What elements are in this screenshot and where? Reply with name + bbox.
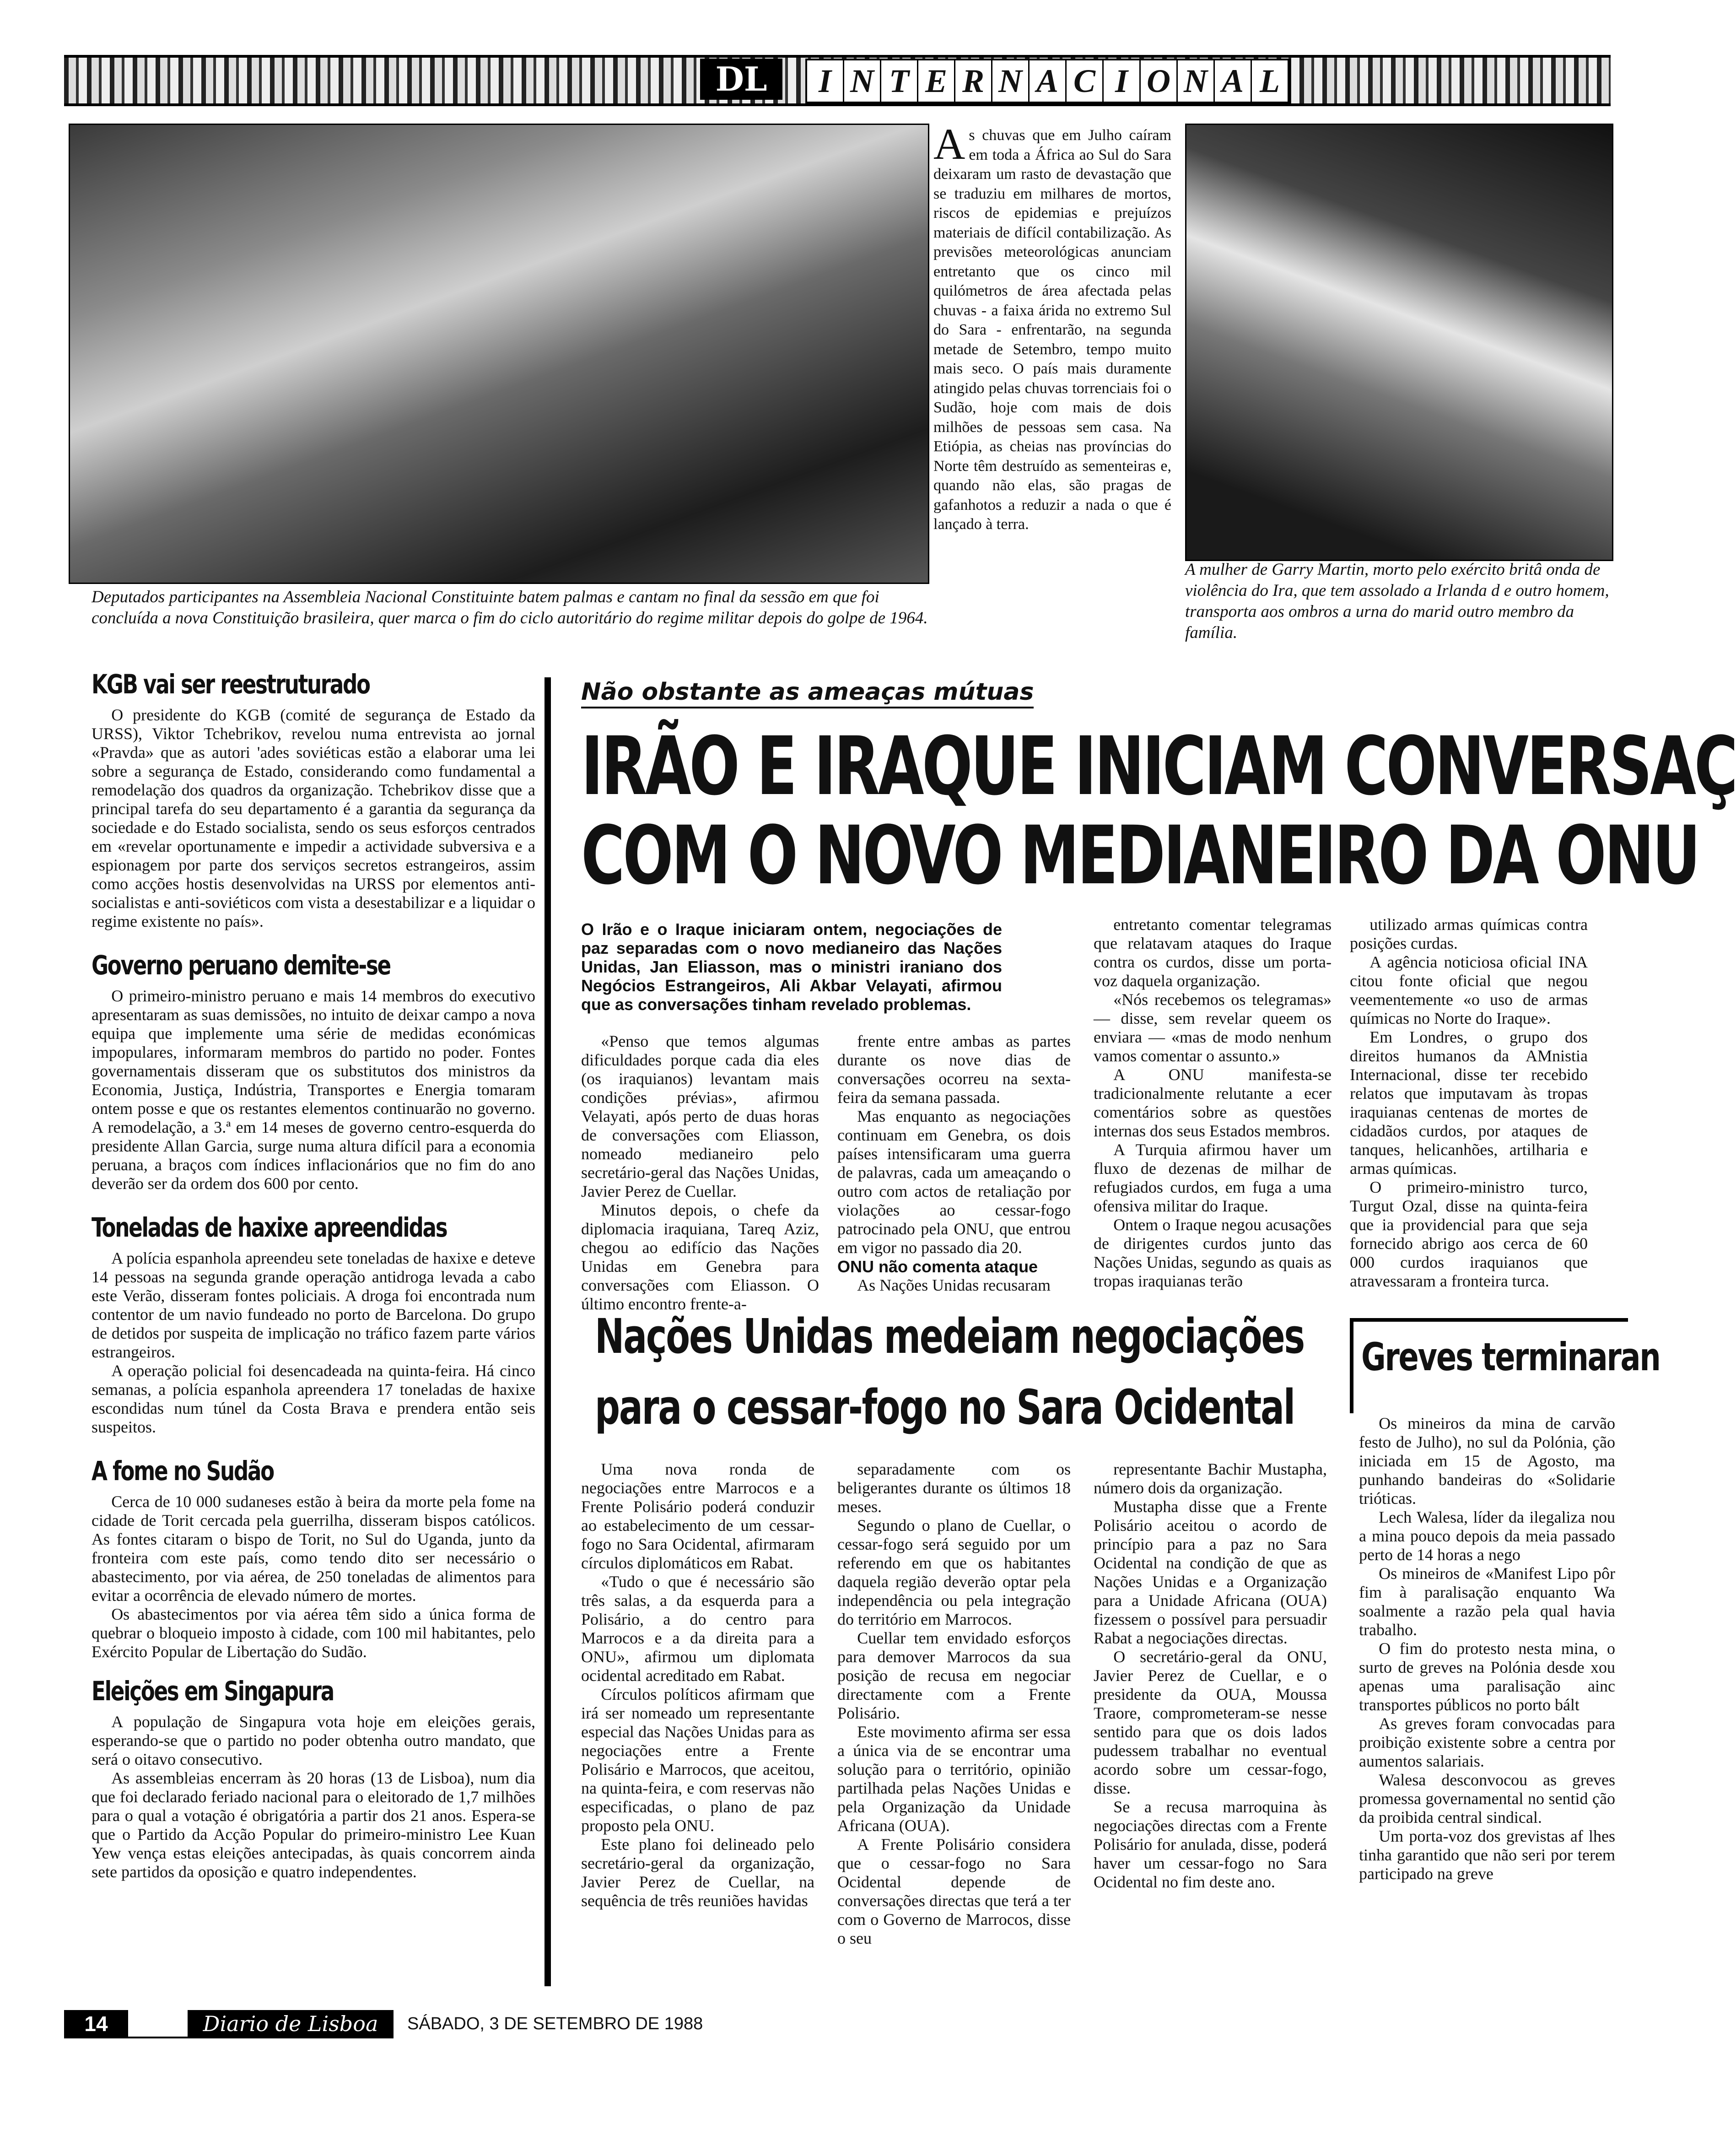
sara-story-paragraph: Este plano foi delineado pelo secretário-geral da organização, Javier Perez de Cuellar, na sequência de três reuniões havidas — [581, 1835, 814, 1910]
main-story-col2-after: As Nações Unidas recusaram — [857, 1276, 1051, 1294]
greves-paragraph: Um porta-voz dos grevistas af lhes tinha garantido que não seri por terem participado na greve — [1359, 1827, 1615, 1883]
main-story-paragraph: «Penso que temos algumas dificuldades porque cada dia eles (os iraquianos) levantam mais condições prévias», afirmou Velayati, após perto de duas horas de conversações com Eliasson, nomeado medianeiro pelo secretário-geral das Nações Unidas, Javier Perez de Cuellar. — [581, 1032, 819, 1200]
sara-story-col3 — [1094, 1460, 1327, 1892]
main-story-paragraph: Em Londres, o grupo dos direitos humanos da AMnistia Internacional, disse ter recebido relatos que imputavam às tropas iraquianas centenas de mortes de cidadãos curdos, por ataques de tanques, helicanhões, artilharia e armas químicas. — [1350, 1028, 1588, 1178]
photo-caption-brazil: Deputados participantes na Assembleia Nacional Constituinte batem palmas e cantam no final da sessão em que foi concluída a nova Constituição brasileira, quer marca o fim do ciclo autoritário do regime militar depois do golpe de 1964. — [92, 588, 928, 627]
section-letter: C — [1067, 60, 1104, 102]
brief-paragraph: Os abastecimentos por via aérea têm sido a única forma de quebrar o bloqueio imposto à cidade, com 100 mil habitantes, pelo Exército Popular de Libertação do Sudão. — [92, 1605, 535, 1661]
section-letter: N — [1178, 60, 1215, 102]
photo-constituent-assembly — [69, 124, 929, 584]
drop-cap: A — [933, 119, 965, 168]
main-story-paragraph: utilizado armas químicas contra posições curdas. — [1350, 915, 1588, 952]
sara-story-paragraph: Cuellar tem envidado esforços para demover Marrocos da sua posição de recusa em negociar directamente com a Frente Polisário. — [837, 1629, 1071, 1722]
section-letter: N — [992, 60, 1030, 102]
greves-headline: Greves terminaran — [1361, 1335, 1660, 1379]
greves-paragraph: Os mineiros de «Manifest Lipo pôr fim à paralisação enquanto Wa soalmente a razão pela qual havia trabalho. — [1359, 1564, 1615, 1639]
sara-story-col2 — [837, 1460, 1071, 1948]
section-title — [805, 59, 1291, 103]
sara-story-paragraph: Este movimento afirma ser essa a única via de se encontrar uma solução para o território, opinião partilhada pelas Nações Unidas e pela Organização da Unidade Africana (OUA). — [837, 1723, 1071, 1835]
page-number: 14 — [64, 2010, 128, 2038]
sara-story-paragraph: Se a recusa marroquina às negociações directas com a Frente Polisário for anulada, disse, poderá haver um cessar-fogo no Sara Ocidental no fim deste ano. — [1094, 1798, 1327, 1891]
main-story-paragraph: A ONU manifesta-se tradicionalmente relutante a ecer comentários sobre as questões internas dos seus Estados membros. — [1094, 1065, 1332, 1140]
main-story-paragraph: frente entre ambas as partes durante os nove dias de conversações ocorreu na sexta-feira da semana passada. — [837, 1032, 1071, 1107]
sara-story-paragraph: O secretário-geral da ONU, Javier Perez de Cuellar, e o presidente da OUA, Moussa Traore, comprometeram-se nesse sentido para que os dois lados pudessem trabalhar no eventual acordo sobre um cessar-fogo, disse. — [1094, 1648, 1327, 1797]
africa-rain-story — [933, 119, 1171, 535]
main-story-paragraph: O primeiro-ministro turco, Turgut Ozal, disse na quinta-feira que ia providencial para que seja fornecido abrigo aos cerca de 60 000 curdos iraquianos que atravessaram a fronteira turca. — [1350, 1178, 1588, 1290]
greves-paragraph: Lech Walesa, líder da ilegaliza nou a mina pouco depois da meia passado perto de 14 horas a nego — [1359, 1508, 1615, 1564]
main-story-col4 — [1350, 915, 1588, 1291]
greves-story — [1359, 1414, 1615, 1883]
brief-paragraph: A operação policial foi desencadeada na quinta-feira. Há cinco semanas, a polícia espanhola apreendera 17 toneladas de haxixe escondidas num túnel da Costa Brava e prendera então seis suspeitos. — [92, 1362, 535, 1436]
sara-story-paragraph: «Tudo o que é necessário são três salas, a da esquerda para a Polisário, a do centro para Marrocos e a da direita para a ONU», afirmou um diplomata ocidental acreditado em Rabat. — [581, 1573, 814, 1685]
brief-paragraph: Cerca de 10 000 sudaneses estão à beira da morte pela fome na cidade de Torit cercada pela guerrilha, disseram bispos católicos. As fontes citaram o bispo de Torit, no Sul do Uganda, junto da fronteira com este país, como tendo dito ser necessário o abastecimento, por via aérea, de 250 toneladas de alimentos para evitar a ocorrência de elevado número de mortes. — [92, 1492, 535, 1605]
main-story-paragraph: «Nós recebemos os telegramas» — disse, sem revelar queem os enviara — «mas de modo nenhum vamos comentar o assunto.» — [1094, 990, 1332, 1065]
section-letter: I — [1104, 60, 1141, 102]
sara-story-col1 — [581, 1460, 814, 1910]
brief-headline: A fome no Sudão — [92, 1455, 274, 1486]
sara-story-paragraph: representante Bachir Mustapha, número dois da organização. — [1094, 1460, 1327, 1497]
photo-funeral — [1185, 124, 1613, 561]
subheading-onu: ONU não comenta ataque — [837, 1257, 1038, 1276]
sara-story-paragraph: separadamente com os beligerantes durante os últimos 18 meses. — [837, 1460, 1071, 1516]
main-story-col1 — [581, 1032, 819, 1313]
sara-headline-line1: Nações Unidas medeiam negociações — [595, 1308, 1305, 1364]
section-letter: I — [807, 60, 844, 102]
footer-masthead: Diario de Lisboa — [188, 2010, 394, 2038]
brief-paragraph: O presidente do KGB (comité de segurança de Estado da URSS), Viktor Tchebrikov, revelou numa entrevista ao jornal «Pravda» que as autori 'ades soviéticas estão a elaborar uma lei sobre a segurança de Estado, considerando como fundamental a remodelação dos quadros da organização. Tchebrikov disse que a principal tarefa do seu departamento é a garantia da segurança da sociedade e do Estado socialista, sendo os seus esforços centrados em «revelar oportunamente e impedir a actividade subversiva e a espionagem por parte dos serviços secretos estrangeiros, assim como acções hostis desenvolvidas na URSS por elementos anti-socialistas e anti-soviéticos com vista a desestabilizar e a liquidar o regime existente no país». — [92, 706, 535, 930]
section-letter: N — [844, 60, 881, 102]
story-kicker: Não obstante as ameaças mútuas — [581, 677, 1034, 708]
sara-story-paragraph: Uma nova ronda de negociações entre Marrocos e a Frente Polisário poderá conduzir ao estabelecimento de um cessar-fogo no Sara Ocidental, afirmaram círculos diplomáticos em Rabat. — [581, 1460, 814, 1572]
main-story-paragraph: Mas enquanto as negociações continuam em Genebra, os dois países intensificaram uma guerra de palavras, cada um ameaçando o outro com actos de retaliação por violações ao cessar-fogo patrocinado pela ONU, que entrou em vigor no passado dia 20. — [837, 1107, 1071, 1257]
section-letter: A — [1215, 60, 1252, 102]
greves-paragraph: Walesa desconvocou as greves promessa governamental no sentid ção da proibida central sindical. — [1359, 1771, 1615, 1827]
sara-story-paragraph: Círculos políticos afirmam que irá ser nomeado um representante especial das Nações Unidas para as negociações entre a Frente Polisário e Marrocos, que aceitou, na quinta-feira, e com reservas não especificadas, o plano de paz proposto pela ONU. — [581, 1685, 814, 1835]
main-headline-line1: IRÃO E IRAQUE INICIAM CONVERSAÇ — [581, 719, 1736, 813]
main-story-paragraph: Minutos depois, o chefe da diplomacia iraquiana, Tareq Aziz, chegou ao edifício das Nações Unidas em Genebra para conversações com Eliasson. O último encontro frente-a- — [581, 1201, 819, 1313]
news-briefs-column — [92, 668, 535, 1881]
main-story-col2 — [837, 1032, 1071, 1295]
section-letter: T — [881, 60, 918, 102]
column-divider — [545, 677, 551, 1986]
main-story-paragraph: Ontem o Iraque negou acusações de dirigentes curdos junto das Nações Unidas, segundo as quais as tropas iraquianas terão — [1094, 1216, 1332, 1290]
section-letter: O — [1141, 60, 1178, 102]
section-letter: L — [1252, 60, 1289, 102]
main-story-col3 — [1094, 915, 1332, 1291]
brief-headline: Governo peruano demite-se — [92, 950, 390, 981]
brief-headline: Eleições em Singapura — [92, 1675, 334, 1707]
sara-headline-line2: para o cessar-fogo no Sara Ocidental — [595, 1379, 1294, 1435]
brief-paragraph: O primeiro-ministro peruano e mais 14 membros do executivo apresentaram as suas demissões, no intuito de deixar campo a nova equipa que implemente uma série de medidas económicas impopulares, informaram membros do partido no poder. Fontes governamentais disseram que os substitutos dos ministros da Economia, Justiça, Indústria, Transportes e Energia tomaram ontem posse e que os restantes elementos continuarão no governo. A remodelação, a 3.ª em 14 meses de governo centro-esquerda do presidente Allan Garcia, surge numa altura difícil para a economia peruana, a braços com índices inflacionários que no fim do ano deverão ser da ordem dos 600 por cento. — [92, 987, 535, 1193]
main-story-paragraph: A Turquia afirmou haver um fluxo de dezenas de milhar de refugiados curdos, em fuga a uma ofensiva militar do Iraque. — [1094, 1140, 1332, 1215]
sara-story-paragraph: Segundo o plano de Cuellar, o cessar-fogo será seguido por um referendo em que os habitantes daquela região deverão optar pela independência ou pela integração do território em Marrocos. — [837, 1516, 1071, 1628]
sara-story-paragraph: A Frente Polisário considera que o cessar-fogo no Sara Ocidental depende de conversações directas que terá a ter com o Governo de Marrocos, disse o seu — [837, 1835, 1071, 1947]
footer-date: SÁBADO, 3 DE SETEMBRO DE 1988 — [407, 2014, 703, 2033]
photo-caption-ireland: A mulher de Garry Martin, morto pelo exército britâ onda de violência do Ira, que tem assolado a Irlanda d e outro homem, transporta aos ombros a urna do marid outro membro da família. — [1185, 560, 1609, 642]
main-headline-line2: COM O NOVO MEDIANEIRO DA ONU — [581, 809, 1699, 903]
brief-headline: KGB vai ser reestruturado — [92, 669, 370, 700]
newspaper-logo: DL — [700, 59, 782, 100]
section-letter: E — [918, 60, 955, 102]
main-story-lead: O Irão e o Iraque iniciaram ontem, negociações de paz separadas com o novo medianeiro das Nações Unidas, Jan Eliasson, mas o ministri iraniano dos Negócios Estrangeiros, Ali Akbar Velayati, afirmou que as conversações tinham revelado problemas. — [581, 920, 1002, 1014]
greves-paragraph: O fim do protesto nesta mina, o surto de greves na Polónia desde xou apenas uma paralisação ainc transportes públicos no porto bált — [1359, 1639, 1615, 1714]
section-letter: A — [1030, 60, 1067, 102]
main-story-paragraph: A agência noticiosa oficial INA citou fonte oficial que negou veementemente «o uso de armas químicas no Norte do Iraque». — [1350, 953, 1588, 1027]
africa-rain-text: s chuvas que em Julho caíram em toda a África ao Sul do Sara deixaram um rasto de devastação que se traduziu em milhares de mortos, riscos de epidemias e prejuízos materiais de difícil contabilização. As previsões meteorológicas anunciam entretanto que os cinco mil quilómetros de área afectada pelas chuvas - a faixa árida no extremo Sul do Sara - enfrentarão, na segunda metade de Setembro, tempo muito mais seco. O país mais duramente atingido pelas chuvas torrenciais foi o Sudão, hoje com mais de dois milhões de pessoas sem casa. Na Etiópia, as cheias nas províncias do Norte têm destruído as sementeiras e, quando não elas, são pragas de gafanhotos a reduzir a nada o que é lançado à terra. — [933, 127, 1171, 533]
greves-paragraph: As greves foram convocadas para proibição existente sobre a centra por aumentos salariais. — [1359, 1714, 1615, 1770]
greves-paragraph: Os mineiros da mina de carvão festo de Julho), no sul da Polónia, ção iniciada em 15 de Agosto, ma punhando bandeiras do «Solidarie trióticas. — [1359, 1414, 1615, 1508]
brief-headline: Toneladas de haxixe apreendidas — [92, 1212, 447, 1243]
main-story-paragraph: entretanto comentar telegramas que relatavam ataques do Iraque contra os curdos, disse um porta-voz daquela organização. — [1094, 915, 1332, 990]
brief-paragraph: A população de Singapura vota hoje em eleições gerais, esperando-se que o partido no poder obtenha outro mandato, que será o oitavo consecutivo. — [92, 1713, 535, 1768]
section-letter: R — [955, 60, 992, 102]
brief-paragraph: A polícia espanhola apreendeu sete toneladas de haxixe e deteve 14 pessoas na segunda grande operação antidroga levada a cabo este Verão, disseram fontes policiais. A droga foi encontrada num contentor de um navio fundeado no porto de Barcelona. Do grupo de detidos por suspeita de implicação no tráfico fazem parte vários estrangeiros. — [92, 1249, 535, 1361]
brief-paragraph: As assembleias encerram às 20 horas (13 de Lisboa), num dia que foi declarado feriado nacional para o eleitorado de 1,7 milhões para o qual a votação é obrigatória a partir dos 21 anos. Espera-se que o Partido da Acção Popular do primeiro-ministro Lee Kuan Yew vença estas eleições antecipadas, às quais concorrem ainda sete partidos da oposição e quatro independentes. — [92, 1769, 535, 1881]
sara-story-paragraph: Mustapha disse que a Frente Polisário aceitou o acordo de princípio para a paz no Sara Ocidental na condição de que as Nações Unidas e a Organização para a Unidade Africana (OUA) fizessem o possível para persuadir Rabat a negociações directas. — [1094, 1497, 1327, 1647]
